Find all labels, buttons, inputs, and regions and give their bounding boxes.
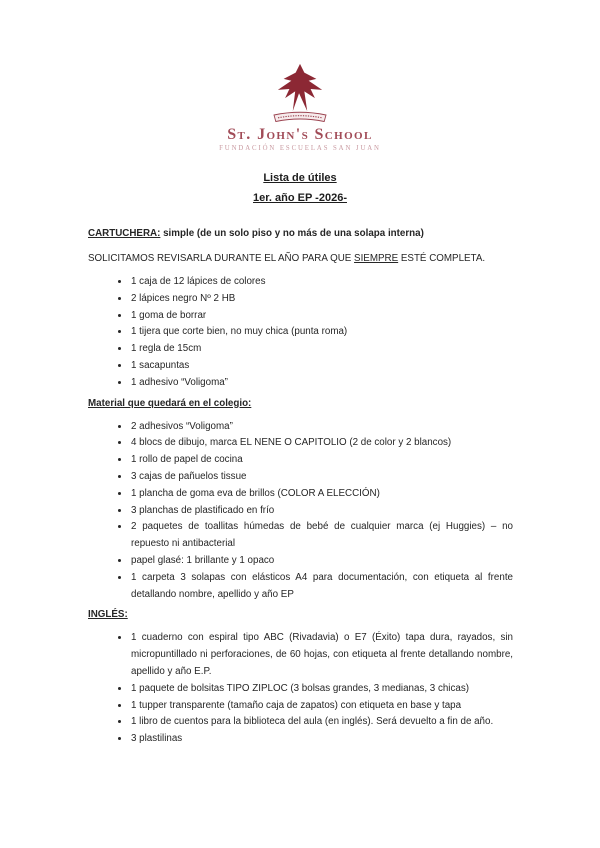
list-item: • 1 regla de 15cm xyxy=(130,341,513,358)
list-item: • 1 tijera que corte bien, no muy chica (punta roma) xyxy=(130,324,513,341)
school-name: St. John's School xyxy=(227,126,373,143)
list-item: • papel glasé: 1 brillante y 1 opaco xyxy=(130,553,513,570)
list-item: • 1 libro de cuentos para la biblioteca del aula (en inglés). Será devuelto a fin de año. xyxy=(130,714,513,731)
school-logo xyxy=(0,0,600,153)
section-heading-underlined: Material que quedará en el colegio: xyxy=(88,397,252,409)
revision-note xyxy=(88,252,513,265)
list-item: • 1 carpeta 3 solapas con elásticos A4 para documentación, con etiqueta al frente detallando nombre, apellido y año EP xyxy=(130,570,513,604)
cartuchera-item-list xyxy=(88,274,513,392)
list-item: • 1 tupper transparente (tamaño caja de zapatos) con etiqueta en base y tapa xyxy=(130,698,513,715)
document-body xyxy=(88,227,513,748)
section-heading-underlined: CARTUCHERA: xyxy=(88,228,161,239)
section-heading-cartuchera xyxy=(88,227,513,240)
section-heading-rest: simple (de un solo piso y no más de una solapa interna) xyxy=(160,228,424,239)
falcon-bird-icon xyxy=(275,62,325,114)
list-item: • 2 lápices negro Nº 2 HB xyxy=(130,291,513,308)
section-heading-underlined: INGLÉS: xyxy=(88,609,128,621)
ingles-item-list xyxy=(88,630,513,748)
list-item: • 1 cuaderno con espiral tipo ABC (Rivadavia) o E7 (Éxito) tapa dura, rayados, sin micropuntillado ni perforaciones, de 60 hojas, con etiqueta al frente detallando nombre, apellido y año E.P. xyxy=(130,630,513,680)
list-item: • 1 sacapuntas xyxy=(130,358,513,375)
section-heading-material xyxy=(88,397,513,410)
school-subtitle: FUNDACIÓN ESCUELAS SAN JUAN xyxy=(219,145,381,152)
section-heading-ingles xyxy=(88,608,513,621)
document-title: Lista de útiles xyxy=(263,172,337,184)
list-item: • 1 adhesivo “Voligoma” xyxy=(130,375,513,392)
document-title-block xyxy=(0,168,600,208)
list-item: • 4 blocs de dibujo, marca EL NENE O CAPITOLIO (2 de color y 2 blancos) xyxy=(130,435,513,452)
list-item: • 1 paquete de bolsitas TIPO ZIPLOC (3 bolsas grandes, 3 medianas, 3 chicas) xyxy=(130,681,513,698)
list-item: • 1 plancha de goma eva de brillos (COLOR A ELECCIÓN) xyxy=(130,486,513,503)
material-item-list xyxy=(88,419,513,604)
list-item: • 1 rollo de papel de cocina xyxy=(130,452,513,469)
note-text: SOLICITAMOS REVISARLA DURANTE EL AÑO PARA QUE xyxy=(88,253,355,264)
list-item: • 2 paquetes de toallitas húmedas de bebé de cualquier marca (ej Huggies) – no repuesto ni antibacterial xyxy=(130,519,513,553)
list-item: • 1 caja de 12 lápices de colores xyxy=(130,274,513,291)
list-item: • 1 goma de borrar xyxy=(130,308,513,325)
list-item: • 2 adhesivos “Voligoma” xyxy=(130,419,513,436)
list-item: • 3 plastilinas xyxy=(130,731,513,748)
list-item: • 3 cajas de pañuelos tissue xyxy=(130,469,513,486)
list-item: • 3 planchas de plastificado en frío xyxy=(130,503,513,520)
logo-ribbon-banner-icon xyxy=(272,111,328,124)
document-subtitle-grade-year: 1er. año EP -2026- xyxy=(253,192,347,204)
note-emphasis: SIEMPRE xyxy=(354,253,399,264)
note-text-end: ESTÉ COMPLETA. xyxy=(398,253,486,264)
